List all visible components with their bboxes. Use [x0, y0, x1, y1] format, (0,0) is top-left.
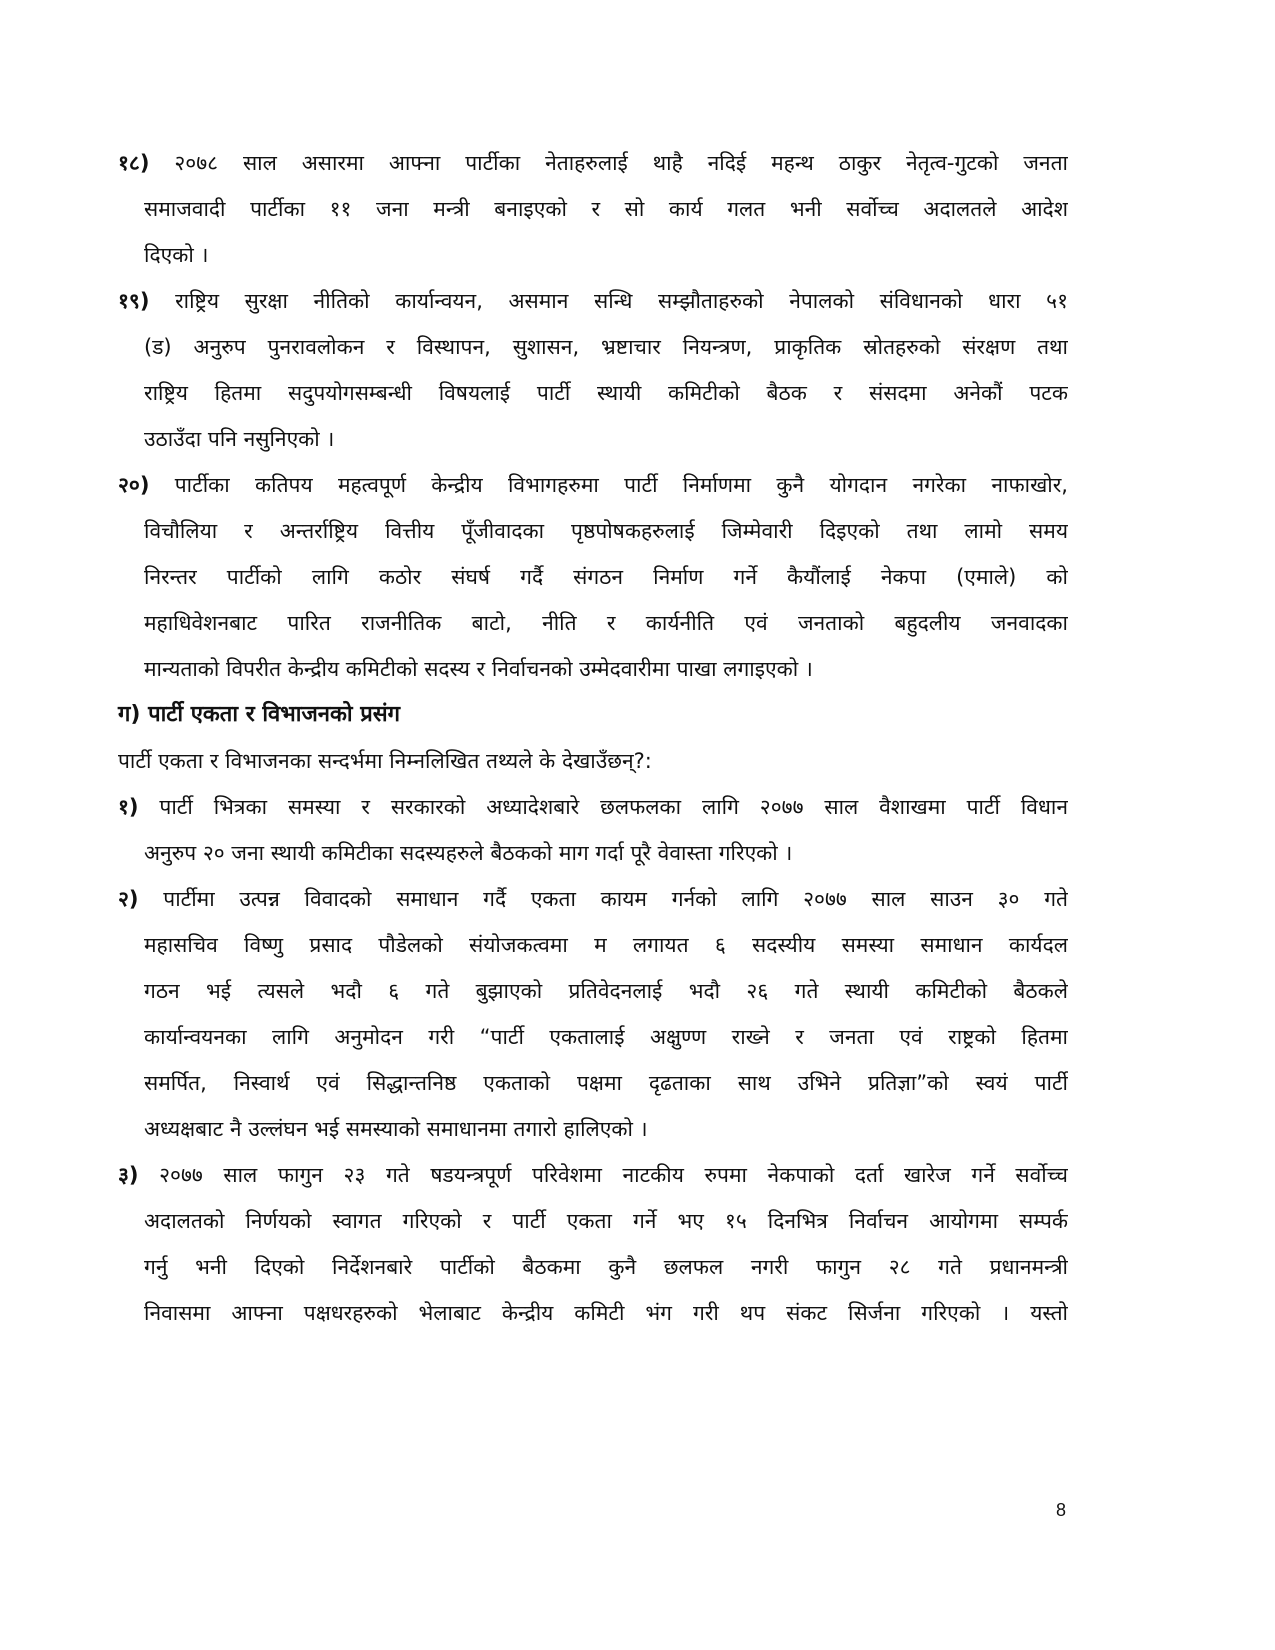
item-line: विचौलिया र अन्तर्राष्ट्रिय वित्तीय पूँजीवादका पृष्ठपोषकहरुलाई जिम्मेवारी दिइएको तथा लामो समय — [144, 519, 1068, 543]
item-line: निरन्तर पार्टीको लागि कठोर संघर्ष गर्दै संगठन निर्माण गर्ने कैयौंलाई नेकपा (एमाले) को — [144, 565, 1068, 589]
item-line: (ड) अनुरुप पुनरावलोकन र विस्थापन, सुशासन, भ्रष्टाचार नियन्त्रण, प्राकृतिक स्रोतहरुको संरक्षण तथा — [144, 335, 1068, 359]
item-line: २०७८ साल असारमा आफ्ना पार्टीका नेताहरुलाई थाहै नदिई महन्थ ठाकुर नेतृत्व-गुटको जनता — [174, 151, 1068, 175]
item-line: पार्टीमा उत्पन्न विवादको समाधान गर्दै एकता कायम गर्नको लागि २०७७ साल साउन ३० गते — [163, 887, 1068, 911]
list-item-19 — [118, 278, 1068, 462]
item-line: राष्ट्रिय सुरक्षा नीतिको कार्यान्वयन, असमान सन्धि सम्झौताहरुको नेपालको संविधानको धारा ५१ — [175, 289, 1068, 313]
item-line: गर्नु भनी दिएको निर्देशनबारे पार्टीको बैठकमा कुनै छलफल नगरी फागुन २८ गते प्रधानमन्त्री — [144, 1255, 1068, 1279]
item-line: मान्यताको विपरीत केन्द्रीय कमिटीको सदस्य र निर्वाचनको उम्मेदवारीमा पाखा लगाइएको । — [144, 657, 813, 681]
item-line: महाधिवेशनबाट पारित राजनीतिक बाटो, नीति र कार्यनीति एवं जनताको बहुदलीय जनवादका — [144, 611, 1068, 635]
item-line: पार्टी भित्रका समस्या र सरकारको अध्यादेशबारे छलफलका लागि २०७७ साल वैशाखमा पार्टी विधान — [159, 795, 1068, 819]
page-number: 8 — [1056, 1500, 1067, 1520]
section-heading: ग) पार्टी एकता र विभाजनको प्रसंग — [118, 702, 401, 727]
item-line: पार्टीका कतिपय महत्वपूर्ण केन्द्रीय विभागहरुमा पार्टी निर्माणमा कुनै योगदान नगरेका नाफाखोर, — [174, 473, 1068, 497]
item-line: राष्ट्रिय हितमा सदुपयोगसम्बन्धी विषयलाई पार्टी स्थायी कमिटीको बैठक र संसदमा अनेकौं पटक — [144, 381, 1068, 405]
section-item-1 — [118, 784, 1068, 876]
item-line: समाजवादी पार्टीका ११ जना मन्त्री बनाइएको र सो कार्य गलत भनी सर्वोच्च अदालतले आदेश — [144, 197, 1068, 221]
section-item-2 — [118, 876, 1068, 1152]
item-number: १९) — [118, 289, 150, 313]
item-number: २०) — [118, 473, 150, 497]
item-line: २०७७ साल फागुन २३ गते षडयन्त्रपूर्ण परिवेशमा नाटकीय रुपमा नेकपाको दर्ता खारेज गर्ने सर्वोच्च — [159, 1163, 1068, 1187]
item-line: अध्यक्षबाट नै उल्लंघन भई समस्याको समाधानमा तगारो हालिएको । — [144, 1117, 648, 1141]
item-line: उठाउँदा पनि नसुनिएको । — [144, 427, 335, 451]
section-item-3 — [118, 1152, 1068, 1336]
item-line: अदालतको निर्णयको स्वागत गरिएको र पार्टी एकता गर्ने भए १५ दिनभित्र निर्वाचन आयोगमा सम्पर्क — [144, 1209, 1068, 1233]
item-number: २) — [118, 887, 139, 911]
item-number: ३) — [118, 1163, 139, 1187]
item-line: निवासमा आफ्ना पक्षधरहरुको भेलाबाट केन्द्रीय कमिटी भंग गरी थप संकट सिर्जना गरिएको । यस्तो — [144, 1301, 1068, 1325]
item-line: कार्यान्वयनका लागि अनुमोदन गरी “पार्टी एकतालाई अक्षुण्ण राख्ने र जनता एवं राष्ट्रको हितमा — [144, 1025, 1068, 1049]
section-intro: पार्टी एकता र विभाजनका सन्दर्भमा निम्नलिखित तथ्यले के देखाउँछन्?: — [118, 749, 652, 773]
item-number: १) — [118, 795, 139, 819]
item-line: समर्पित, निस्वार्थ एवं सिद्धान्तनिष्ठ एकताको पक्षमा दृढताका साथ उभिने प्रतिज्ञा”को स्वयं पार्टी — [144, 1071, 1068, 1095]
item-number: १८) — [118, 151, 150, 175]
list-item-20 — [118, 462, 1068, 692]
item-line: गठन भई त्यसले भदौ ६ गते बुझाएको प्रतिवेदनलाई भदौ २६ गते स्थायी कमिटीको बैठकले — [144, 979, 1068, 1003]
item-line: महासचिव विष्णु प्रसाद पौडेलको संयोजकत्वमा म लगायत ६ सदस्यीय समस्या समाधान कार्यदल — [144, 933, 1068, 957]
item-line: दिएको । — [144, 243, 209, 267]
item-line: अनुरुप २० जना स्थायी कमिटीका सदस्यहरुले बैठकको माग गर्दा पूरै वेवास्ता गरिएको । — [144, 841, 793, 865]
list-item-18 — [118, 140, 1068, 278]
page-content — [118, 140, 1068, 1336]
